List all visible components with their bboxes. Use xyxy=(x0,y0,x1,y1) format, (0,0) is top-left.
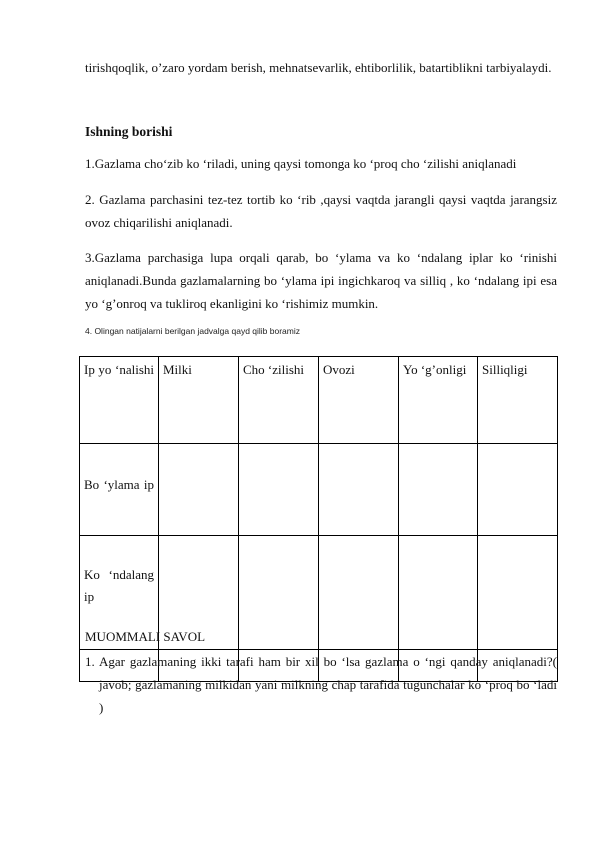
row-label-warp: Bo ‘ylama ip xyxy=(80,444,159,536)
table-header-row xyxy=(80,357,558,444)
question-item xyxy=(85,650,557,719)
intro-paragraph: tirishqoqlik, o’zaro yordam berish, mehnatsevarlik, ehtiborlilik, batartiblikni tarbiyalaydi. xyxy=(85,60,552,75)
header-thickness: Yo ‘g’onligi xyxy=(399,357,478,444)
table-cell xyxy=(478,444,558,536)
header-selvage: Milki xyxy=(159,357,239,444)
table-instruction: 4. Olingan natijalarni berilgan jadvalga qayd qilib boramiz xyxy=(85,326,300,336)
step-2: 2. Gazlama parchasini tez-tez tortib ko ‘rib ,qaysi vaqtda jarangli qaysi vaqtda jarangsiz ovoz chiqarilishi aniqlanadi. xyxy=(85,192,557,230)
table-cell xyxy=(239,444,319,536)
table-cell xyxy=(159,444,239,536)
header-stretch: Cho ‘zilishi xyxy=(239,357,319,444)
table-cell xyxy=(239,536,319,650)
table-cell xyxy=(319,444,399,536)
table-cell xyxy=(399,444,478,536)
step-3: 3.Gazlama parchasiga lupa orqali qarab, bo ‘ylama va ko ‘ndalang iplar ko ‘rinishi aniqlanadi.Bunda gazlamalarning bo ‘ylama ipi ingichkaroq va silliq , ko ‘ndalang ipi esa yo ‘g’onroq va tukliroq ekanligini ko ‘rishimiz mumkin. xyxy=(85,250,557,311)
header-smoothness: Silliqligi xyxy=(478,357,558,444)
step-1: 1.Gazlama cho‘zib ko ‘riladi, uning qaysi tomonga ko ‘proq cho ‘zilishi aniqlanadi xyxy=(85,156,517,171)
table-cell xyxy=(319,536,399,650)
header-sound: Ovozi xyxy=(319,357,399,444)
question-number: 1. xyxy=(85,654,95,669)
question-text: Agar gazlamaning ikki tarafi ham bir xil bo ‘lsa gazlama o ‘ngi qanday aniqlanadi?( javob; gazlamaning milkidan yani milkning chap tarafida tugunchalar ko ‘proq bo ‘ladi ) xyxy=(99,654,557,715)
row-label-weft: Ko ‘ndalang ip xyxy=(80,536,159,650)
table-row xyxy=(80,444,558,536)
table-cell xyxy=(478,536,558,650)
table-cell xyxy=(399,536,478,650)
section-heading: Ishning borishi xyxy=(85,124,173,139)
header-thread-direction: Ip yo ‘nalishi xyxy=(80,357,159,444)
problem-question-title: MUOMMALI SAVOL xyxy=(85,629,206,644)
